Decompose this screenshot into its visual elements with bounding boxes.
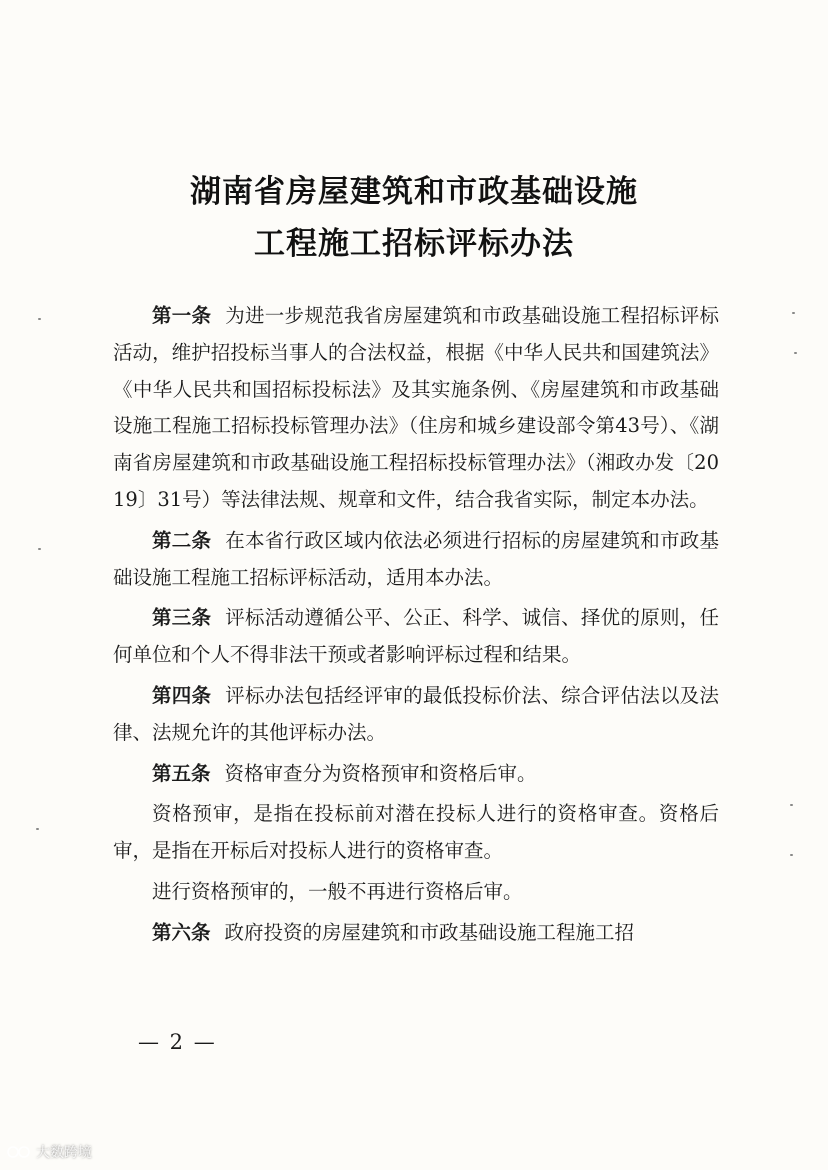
- article-3-label: 第三条: [152, 606, 212, 630]
- document-title-line2: 工程施工招标评标办法: [254, 226, 574, 262]
- watermark: [6, 1142, 92, 1162]
- scan-speck: [38, 318, 41, 320]
- paragraph-prequalification: 资格预审，是指在投标前对潜在投标人进行的资格审查。资格后审，是指在开标后对投标人进行的资格审查。: [113, 802, 719, 863]
- article-6-label: 第六条: [152, 920, 211, 944]
- article-6: [113, 915, 719, 952]
- scan-speck: [794, 352, 797, 354]
- article-5-text: 资格审查分为资格预审和资格后审。: [224, 761, 537, 785]
- article-3: [113, 600, 719, 674]
- link-chain-logo-icon: [6, 1145, 32, 1159]
- article-2: [113, 523, 719, 597]
- scan-speck: [38, 548, 41, 550]
- article-2-text: 在本省行政区域内依法必须进行招标的房屋建筑和市政基础设施工程施工招标评标活动，适用本办法。: [113, 528, 719, 589]
- paragraph-no-post-review: 进行资格预审的，一般不再进行资格后审。: [152, 879, 523, 903]
- article-6-text: 政府投资的房屋建筑和市政基础设施工程施工招: [224, 920, 635, 944]
- article-4: [113, 678, 719, 752]
- scan-speck: [790, 804, 793, 806]
- document-body: [113, 298, 719, 956]
- article-3-text: 评标活动遵循公平、公正、科学、诚信、择优的原则，任何单位和个人不得非法干预或者影响评标过程和结果。: [113, 606, 719, 667]
- article-4-label: 第四条: [152, 683, 212, 707]
- scan-speck: [792, 312, 795, 314]
- article-5: [113, 756, 719, 793]
- scan-speck: [36, 828, 39, 830]
- document-title-line1: 湖南省房屋建筑和市政基础设施: [190, 174, 638, 210]
- article-1-label: 第一条: [152, 304, 212, 327]
- watermark-text: 大数跨境: [36, 1145, 92, 1161]
- article-4-text: 评标办法包括经评审的最低投标价法、综合评估法以及法律、法规允许的其他评标办法。: [113, 683, 719, 744]
- scan-speck: [790, 854, 793, 856]
- article-1: [113, 298, 719, 519]
- article-1-text: 为进一步规范我省房屋建筑和市政基础设施工程招标评标活动，维护招投标当事人的合法权益，根据《中华人民共和国建筑法》《中华人民共和国招标投标法》及其实施条例、《房屋建筑和市政基础设施工程施工招标投标管理办法》（住房和城乡建设部令第43号）、《湖南省房屋建筑和市政基础设施工程招标投标管理办法》（湘政办发〔2019〕31号）等法律法规、规章和文件，结合我省实际，制定本办法。: [113, 304, 719, 511]
- article-2-label: 第二条: [152, 528, 212, 552]
- article-5-label: 第五条: [152, 761, 211, 785]
- page-number: — 2 —: [138, 1030, 217, 1054]
